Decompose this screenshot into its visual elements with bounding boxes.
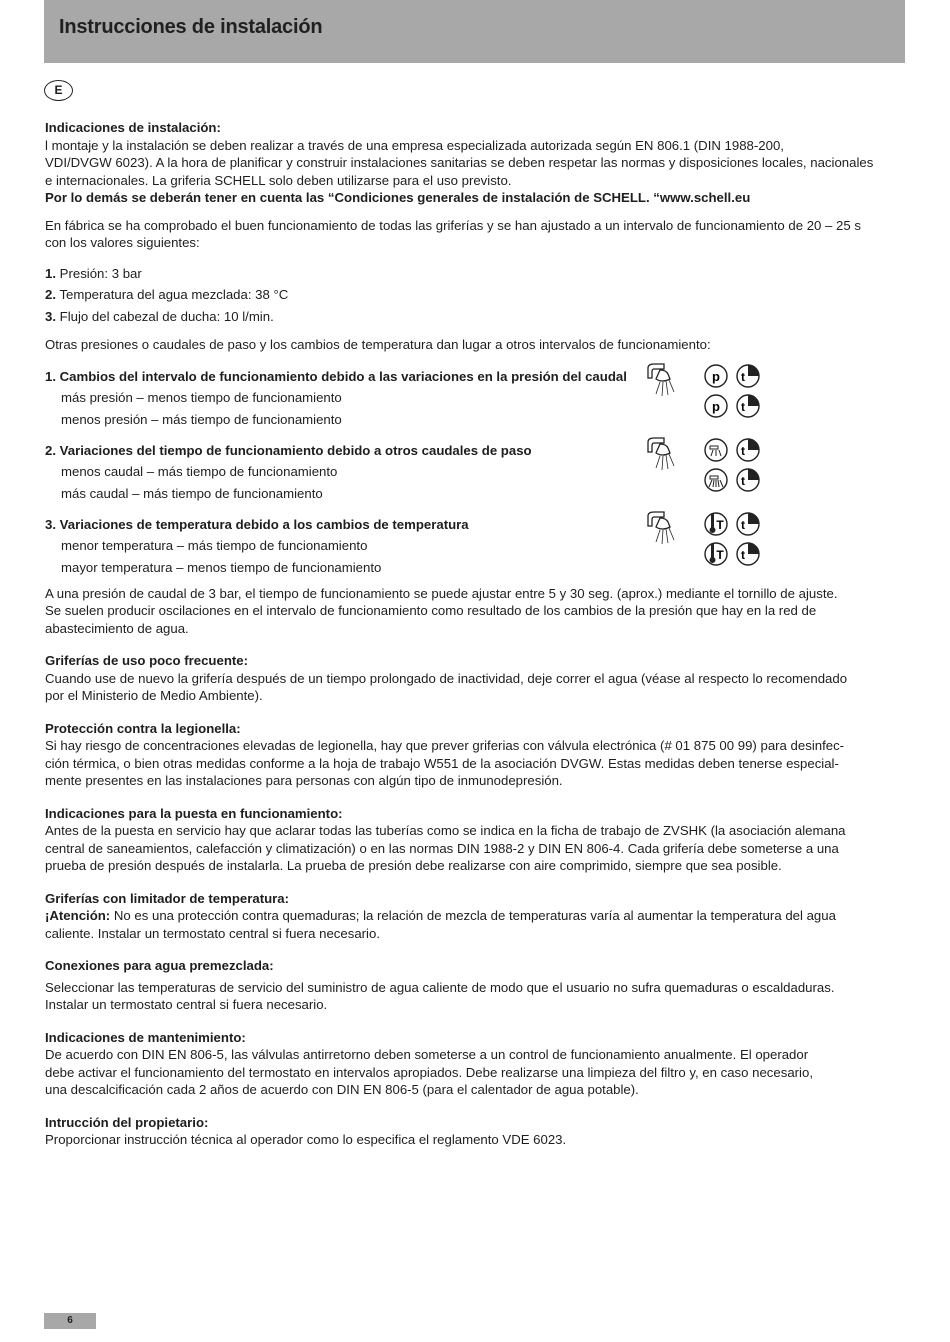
- flow-icons: [646, 436, 766, 498]
- section-heading: Griferías con limitador de temperatura:: [45, 890, 290, 906]
- values-list: [45, 263, 907, 328]
- pressure-group: [45, 366, 907, 431]
- text-line: Si hay riesgo de concentraciones elevadas de legionella, hay que prever griferias con válvula electrónica (# 01 875 00 99) para desinfec-: [45, 738, 845, 753]
- owner-instruction-section: [45, 1114, 907, 1149]
- svg-text:p: p: [712, 398, 720, 414]
- timer-icon: [737, 439, 759, 491]
- text-line: abastecimiento de agua.: [45, 620, 189, 636]
- maintenance-section: [45, 1029, 907, 1099]
- page-header: [44, 0, 905, 63]
- text-line: VDI/DVGW 6023). A la hora de planificar y construir instalaciones sanitarias se deben respetar las normas y disposiciones locales, nacionales: [45, 155, 874, 170]
- text-line: mente presentes en las instalaciones para personas con algún tipo de inmunodepresión.: [45, 773, 563, 788]
- text-line: De acuerdo con DIN EN 806-5, las válvulas antirretorno deben someterse a un control de funcionamiento anualmente. El operador: [45, 1047, 809, 1062]
- language-badge: E: [44, 80, 73, 101]
- text-line: e internacionales. La griferia SCHELL solo deben utilizarse para el uso previsto.: [45, 172, 512, 188]
- text-line: l montaje y la instalación se deben realizar a través de una empresa especializada autorizada según EN 806.1 (DIN 1988-200,: [45, 137, 784, 153]
- svg-text:t: t: [741, 473, 745, 488]
- temperature-icons: [646, 510, 766, 572]
- section-heading: Conexiones para agua premezclada:: [45, 958, 274, 973]
- text-line: Seleccionar las temperaturas de servicio del suministro de agua caliente de modo que el usuario no sufra quemaduras o escaldaduras.: [45, 979, 835, 995]
- text-line: debe activar el funcionamiento del termostato en intervalos apropiados. Debe realizarse una limpieza del filtro y, en caso necesario,: [45, 1064, 813, 1080]
- group-title: 2. Variaciones del tiempo de funcionamiento debido a otros caudales de paso: [45, 442, 532, 458]
- svg-text:T: T: [716, 517, 724, 532]
- section-heading: Griferías de uso poco frecuente:: [45, 653, 248, 668]
- page-title: Instrucciones de instalación: [59, 16, 323, 38]
- svg-text:t: t: [741, 369, 745, 384]
- section-heading: Indicaciones para la puesta en funcionamiento:: [45, 805, 343, 821]
- svg-text:T: T: [716, 547, 724, 562]
- group-title: 3. Variaciones de temperatura debido a los cambios de temperatura: [45, 516, 469, 532]
- text-line: una descalcificación cada 2 años de acuerdo con DIN EN 806-5 (para el calentador de agua potable).: [45, 1082, 639, 1097]
- premixed-water-section: [45, 957, 907, 1014]
- section-heading: Indicaciones de instalación:: [45, 120, 221, 135]
- list-item: 3. Flujo del cabezal de ducha: 10 l/min.: [45, 308, 274, 324]
- text-line: Cuando use de nuevo la grifería después de un tiempo prolongado de inactividad, deje correr el agua (véase al respecto lo recomendado: [45, 670, 848, 686]
- text-line: A una presión de caudal de 3 bar, el tiempo de funcionamiento se puede ajustar entre 5 y 30 seg. (aprox.) mediante el tornillo de ajuste.: [45, 585, 838, 601]
- pressure-gauge-icon: [705, 365, 727, 417]
- text-line: por el Ministerio de Medio Ambiente).: [45, 688, 263, 703]
- text-line: caliente. Instalar un termostato central si fuera necesario.: [45, 925, 380, 941]
- svg-text:t: t: [741, 399, 745, 414]
- list-item: menor temperatura – más tiempo de funcionamiento: [61, 537, 368, 553]
- svg-text:t: t: [741, 443, 745, 458]
- timer-icon: [737, 365, 759, 417]
- text-line: Se suelen producir oscilaciones en el intervalo de funcionamiento como resultado de los cambios de la presión que hay en la red de: [45, 603, 817, 618]
- text-line: En fábrica se ha comprobado el buen funcionamiento de todas las griferías y se han ajustado a un intervalo de funcionamiento de 20 – 25 s: [45, 217, 861, 233]
- list-item: menos caudal – más tiempo de funcionamiento: [61, 463, 338, 479]
- text-line: Antes de la puesta en servicio hay que aclarar todas las tuberías como se indica en la ficha de trabajo de ZVSHK (la asociación alemana: [45, 823, 846, 838]
- conditions-line: Por lo demás se deberán tener en cuenta las “Condiciones generales de instalación de SCHELL. “www.schell.eu: [45, 190, 751, 205]
- flow-group: [45, 440, 907, 505]
- text-line: Instalar un termostato central si fuera necesario.: [45, 997, 328, 1012]
- adjustment-note: [45, 585, 907, 638]
- attention-label: ¡Atención:: [45, 908, 111, 923]
- svg-text:p: p: [712, 368, 720, 384]
- text-line: ción térmica, o bien otras medidas conforme a la hoja de trabajo W551 de la asociación DVGW. Estas medidas deben tenerse especial-: [45, 755, 839, 771]
- text-line: con los valores siguientes:: [45, 235, 200, 250]
- list-item: más presión – menos tiempo de funcionamiento: [61, 389, 342, 405]
- section-heading: Indicaciones de mantenimiento:: [45, 1029, 246, 1045]
- page-number: 6: [44, 1313, 96, 1329]
- list-item: más caudal – más tiempo de funcionamiento: [61, 485, 323, 501]
- list-item: mayor temperatura – menos tiempo de funcionamiento: [61, 559, 382, 575]
- shower-head-icon: [648, 364, 674, 396]
- shower-head-icon: [648, 512, 674, 544]
- svg-text:t: t: [741, 517, 745, 532]
- group-title: 1. Cambios del intervalo de funcionamiento debido a las variaciones en la presión del caudal: [45, 368, 627, 384]
- temperature-limiter-section: [45, 890, 907, 943]
- temperature-group: [45, 514, 907, 579]
- factory-note: [45, 217, 907, 252]
- section-heading: Intrucción del propietario:: [45, 1114, 209, 1130]
- text-line: ¡Atención: No es una protección contra quemaduras; la relación de mezcla de temperaturas varía al aumentar la temperatura del agua: [45, 908, 836, 923]
- flow-rate-icon: [705, 439, 727, 491]
- svg-text:t: t: [741, 547, 745, 562]
- legionella-section: [45, 720, 907, 790]
- text-line: Proporcionar instrucción técnica al operador como lo especifica el reglamento VDE 6023.: [45, 1132, 567, 1147]
- section-heading: Protección contra la legionella:: [45, 720, 241, 736]
- shower-head-icon: [648, 438, 674, 470]
- list-item: 1. Presión: 3 bar: [45, 265, 142, 281]
- list-item: 2. Temperatura del agua mezclada: 38 °C: [45, 287, 289, 302]
- commissioning-section: [45, 805, 907, 875]
- list-item: menos presión – más tiempo de funcionamiento: [61, 411, 342, 427]
- text-line: central de saneamientos, calefacción y climatización) o en las normas DIN 1988-2 y DIN EN 806-4. Cada grifería debe someterse a una: [45, 840, 839, 856]
- document-body: [45, 119, 907, 1149]
- infrequent-use-section: [45, 652, 907, 705]
- other-pressures-note: Otras presiones o caudales de paso y los cambios de temperatura dan lugar a otros intervalos de funcionamiento:: [45, 337, 711, 352]
- text-line: prueba de presión después de instalarla. La prueba de presión debe realizarse con aire comprimido, siempre que sea posible.: [45, 858, 782, 873]
- pressure-icons: [646, 362, 766, 424]
- timer-icon: [737, 513, 759, 565]
- installation-notes: [45, 119, 907, 207]
- thermometer-icon: [705, 513, 727, 565]
